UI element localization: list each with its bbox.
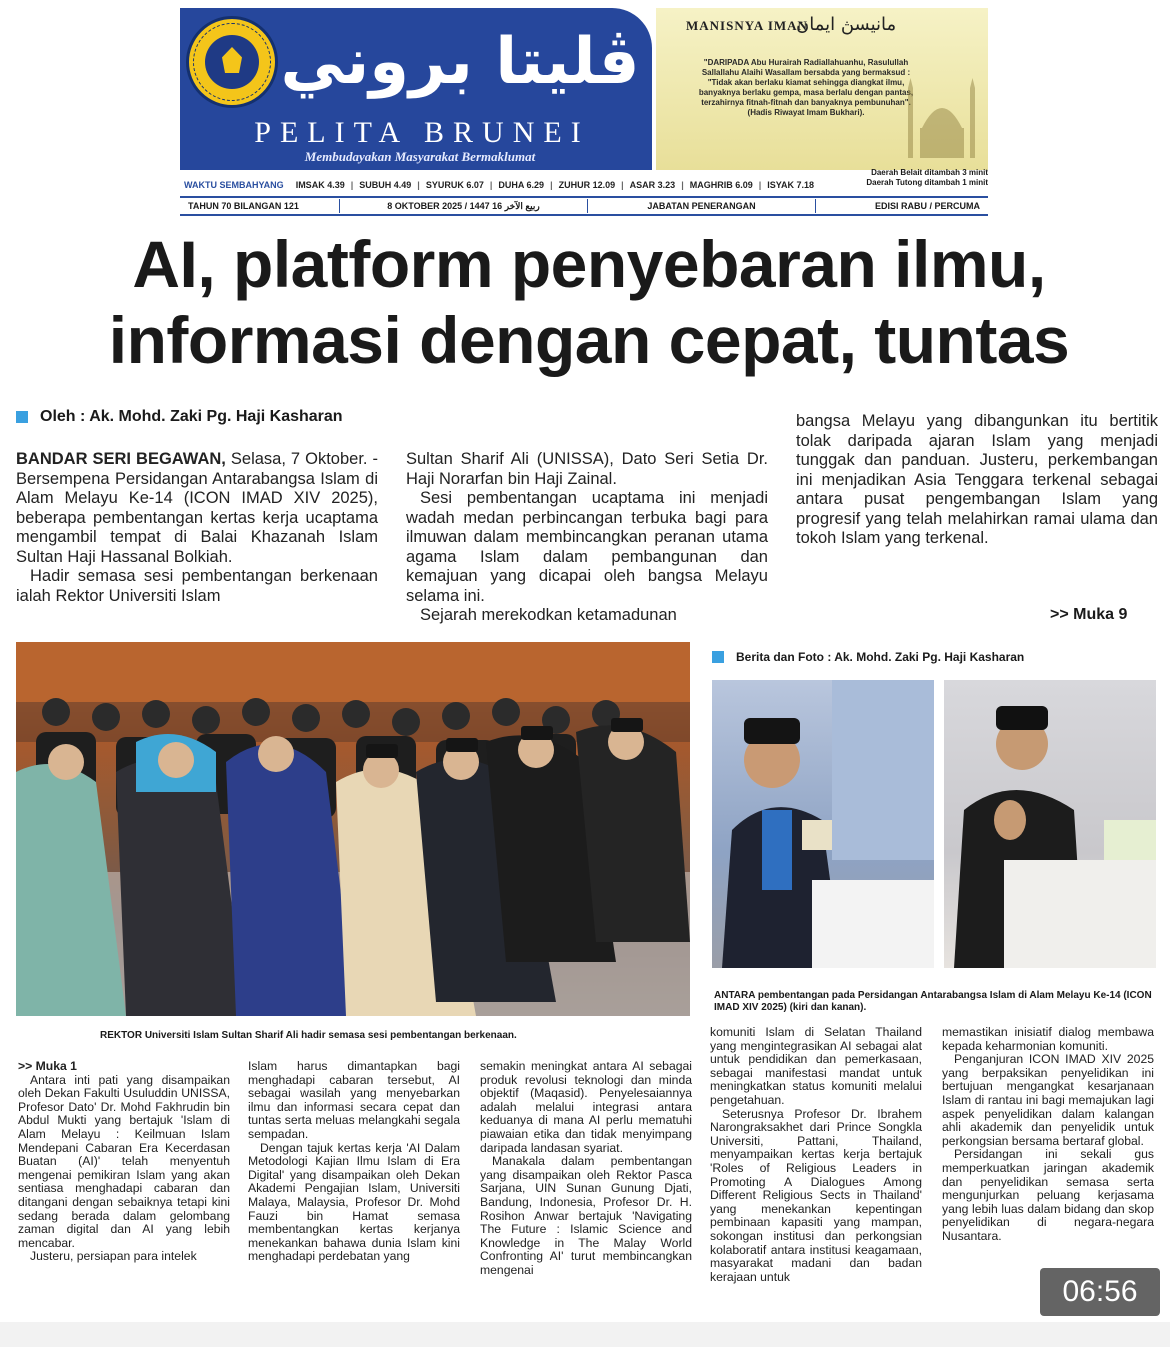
prayer-time: IMSAK 4.39 | xyxy=(296,180,354,190)
article-paragraph: Sesi pembentangan ucaptama ini menjadi wadah medan perbincangan terbuka bagi para ilmuwan dalam membincangkan peranan utama agama Islam dalam pembangunan dan kemajuan yang dicapai oleh bangsa Melayu selama ini. xyxy=(406,489,768,605)
prayer-time: DUHA 6.29 | xyxy=(498,180,552,190)
article-paragraph: Penganjuran ICON IMAD XIV 2025 yang berpaksikan penyelidikan ini bertujuan mengangkat kesarjanaan Islam di rantau ini bagi memajukan lagi aspek penyelidikan dalam kalangan ahli akademik dan penyelidik untuk perkongsian bersama bertaraf global. xyxy=(942,1052,1154,1148)
government-seal-icon xyxy=(186,16,278,108)
continuation-column-3 xyxy=(480,1060,692,1278)
bullet-square-icon xyxy=(712,651,724,663)
continuation-column-5 xyxy=(942,1026,1154,1244)
audience-illustration xyxy=(16,642,690,1016)
article-paragraph: Antara inti pati yang disampaikan oleh Dekan Fakulti Usuluddin UNISSA, Profesor Dato' Dr. Mohd Fakhrudin bin Abdul Mukti yang bertajuk 'Islam di Alam Melayu : Keilmuan Islam Mendepani Cabaran Era Kecerdasan Buatan (AI)' telah menyentuh mengenai pemikiran Islam yang akan sentiasa menghadapi cabaran dan ditangani dengan sebaiknya tetapi kini sedang berada dalam gelombang zaman digital dan AI yang lebih mencabar. xyxy=(18,1072,230,1250)
byline xyxy=(16,408,343,426)
article-paragraph: semakin meningkat antara AI sebagai produk revolusi teknologi dan minda objektif (Maqasid). Penyelesaiannya adalah melalui integrasi antara keduanya di mana AI perlu mematuhi piawaian etika dan tidak menyimpang daripada landasan syariat. xyxy=(480,1059,692,1155)
article-paragraph: Manakala dalam pembentangan yang disampaikan oleh Rektor Pasca Sarjana, UIN Sunan Gunung Djati, Bandung, Indonesia, Profesor Dr. H. Rosihon Anwar bertajuk 'Navigating The Future : Islamic Science and Knowledge in The Malay World Confronting AI' turut membincangkan mengenai xyxy=(480,1154,692,1277)
audience-photo xyxy=(16,642,690,1016)
prayer-time: ISYAK 7.18 xyxy=(767,180,814,190)
continued-from: >> Muka 1 xyxy=(18,1059,77,1073)
article-paragraph xyxy=(16,450,378,567)
manisnya-iman-label: MANISNYA IMAN xyxy=(686,18,808,33)
bullet-square-icon xyxy=(16,411,28,423)
main-photo-caption: REKTOR Universiti Islam Sultan Sharif Ali hadir semasa sesi pembentangan berkenaan. xyxy=(100,1030,517,1041)
prayer-time: ASAR 3.23 | xyxy=(630,180,684,190)
mosque-icon xyxy=(902,68,982,158)
prayer-time: SYURUK 6.07 | xyxy=(426,180,493,190)
article-paragraph: Sultan Sharif Ali (UNISSA), Dato Seri Setia Dr. Haji Norarfan bin Haji Zainal. xyxy=(406,450,768,488)
prayer-note-belait: Daerah Belait ditambah 3 minit xyxy=(871,168,988,177)
headline xyxy=(14,226,1164,378)
article-paragraph: Dengan tajuk kertas kerja 'AI Dalam Metodologi Kajian Ilmu Islam di Era Digital' yang disampaikan oleh Dekan Akademi Pengajian Islam, Universiti Malaya, Malaysia, Profesor Dr. Mohd Fauzi bin Hamat semasa membentangkan kertas kerjanya menekankan bahawa dunia Islam kini menghadapi perdebatan yang xyxy=(248,1140,460,1264)
article-paragraph: komuniti Islam di Selatan Thailand yang mengintegrasikan AI sebagai alat untuk pendidikan dan pemerkasaan, sebagai manifestasi mandat untuk meningkatkan status komuniti melalui pengetahuan. xyxy=(710,1025,922,1107)
continuation-column-4 xyxy=(710,1026,922,1284)
article-paragraph: bangsa Melayu yang dibangunkan itu bertitik tolak daripada ajaran Islam yang menjadi tunggak dan panduan. Justeru, perkembangan ini menjadikan Asia Tenggara terkenal sebagai antara pusat pengembangan Islam yang progresif yang telah melahirkan ramai ulama dan tokoh Islam yang terkenal. xyxy=(796,412,1158,547)
article-paragraph: Islam harus dimantapkan bagi menghadapi cabaran tersebut, AI sebagai wasilah yang menyebarkan ilmu dan informasi secara cepat dan tuntas serta meluas melangkahi segala sempadan. xyxy=(248,1059,460,1141)
speaker-photo-left xyxy=(712,680,934,968)
article-paragraph: Hadir semasa sesi pembentangan berkenaan ialah Rektor Universiti Islam xyxy=(16,567,378,605)
issue-number: TAHUN 70 BILANGAN 121 xyxy=(180,199,340,213)
dateline: BANDAR SERI BEGAWAN, xyxy=(16,450,226,468)
continuation-column-1 xyxy=(18,1060,230,1264)
seal-inner xyxy=(205,35,259,89)
manisnya-iman-jawi: مانيسڽ ايمان xyxy=(796,14,897,35)
department: JABATAN PENERANGAN xyxy=(588,199,816,213)
photo-credit xyxy=(712,650,1024,664)
prayer-time: SUBUH 4.49 | xyxy=(359,180,420,190)
bottom-strip xyxy=(0,1322,1170,1347)
prayer-time: MAGHRIB 6.09 | xyxy=(690,180,762,190)
hadith-text: "DARIPADA Abu Hurairah Radiallahuanhu, Rasulullah Sallallahu Alaihi Wasallam bersabda yang bermaksud : "Tidak akan berlaku kiamat sehingga diangkat ilmu, banyaknya berlaku gempa, masa berlalu dengan pantas, terzahirnya fitnah-fitnah dan banyaknya pembunuhan". (Hadis Riwayat Imam Bukhari). xyxy=(698,58,914,117)
masthead xyxy=(180,8,988,174)
prayer-note-tutong: Daerah Tutong ditambah 1 minit xyxy=(866,178,988,187)
speaker-left-illustration xyxy=(712,680,934,968)
newspaper-title: PELITA BRUNEI xyxy=(254,116,590,149)
article-column-1 xyxy=(16,450,378,606)
article-paragraph: Seterusnya Profesor Dr. Ibrahem Narongraksakhet dari Prince Songkla Universiti, Pattani, Thailand, menyampaikan kertas kerja bertajuk 'Roles of Religious Leaders in Promoting A Dialogues Among Different Religious Sects in Thailand' yang menekankan kepentingan pembinaan kapasiti yang mampan, sokongan institusi dan perkongsian kolaboratif antara institusi keagamaan, masyarakat madani dan badan kerajaan untuk xyxy=(710,1106,922,1284)
article-paragraph: Sejarah merekodkan ketamadunan xyxy=(420,606,677,624)
issue-info-row xyxy=(180,196,988,216)
motto: Membudayakan Masyarakat Bermaklumat xyxy=(304,149,536,164)
byline-text: Oleh : Ak. Mohd. Zaki Pg. Haji Kasharan xyxy=(40,408,343,425)
speaker-right-illustration xyxy=(944,680,1156,968)
edition: EDISI RABU / PERCUMA xyxy=(874,201,980,211)
side-photo-caption: ANTARA pembentangan pada Persidangan Antarabangsa Islam di Alam Melayu Ke-14 (ICON IMAD XIV 2025) (kiri dan kanan). xyxy=(714,990,1152,1013)
article-column-2 xyxy=(406,450,768,626)
issue-date: 8 OKTOBER 2025 / 1447 ربيع الآخر 16 xyxy=(340,199,588,213)
continuation-column-2 xyxy=(248,1060,460,1264)
prayer-time: ZUHUR 12.09 | xyxy=(559,180,624,190)
article-paragraph: Justeru, persiapan para intelek xyxy=(30,1249,197,1264)
article-paragraph: memastikan inisiatif dialog membawa kepada keharmonian komuniti. xyxy=(942,1025,1154,1053)
prayer-label: WAKTU SEMBAHYANG xyxy=(184,180,284,190)
continue-link[interactable]: >> Muka 9 xyxy=(1050,606,1128,623)
video-timestamp: 06:56 xyxy=(1040,1268,1160,1316)
headline-line-2: informasi dengan cepat, tuntas xyxy=(108,303,1070,377)
jawi-title: ڤليتا بروني xyxy=(280,25,640,99)
crest-icon xyxy=(222,47,242,73)
speaker-photo-right xyxy=(944,680,1156,968)
article-paragraph: Persidangan ini sekali gus memperkuatkan jaringan akademik dan penyelidikan semasa serta mengunjurkan peluang kerjasama yang lebih luas dalam bidang dan skop penyelidikan di negara-negara Nusantara. xyxy=(942,1147,1154,1243)
article-column-3 xyxy=(796,412,1158,549)
logo-box xyxy=(180,8,652,170)
article-text: Selasa, 7 Oktober. - Bersempena Persidangan Antarabangsa Islam di Alam Melayu Ke-14 (ICON IMAD XIV 2025), beberapa pembentangan kertas kerja ucaptama mengambil tempat di Balai Khazanah Islam Sultan Haji Hassanal Bolkiah. xyxy=(16,450,378,566)
prayer-note xyxy=(848,168,988,188)
headline-line-1: AI, platform penyebaran ilmu, xyxy=(132,227,1046,301)
hadith-box xyxy=(656,8,988,170)
photo-credit-text: Berita dan Foto : Ak. Mohd. Zaki Pg. Haji Kasharan xyxy=(736,650,1025,664)
